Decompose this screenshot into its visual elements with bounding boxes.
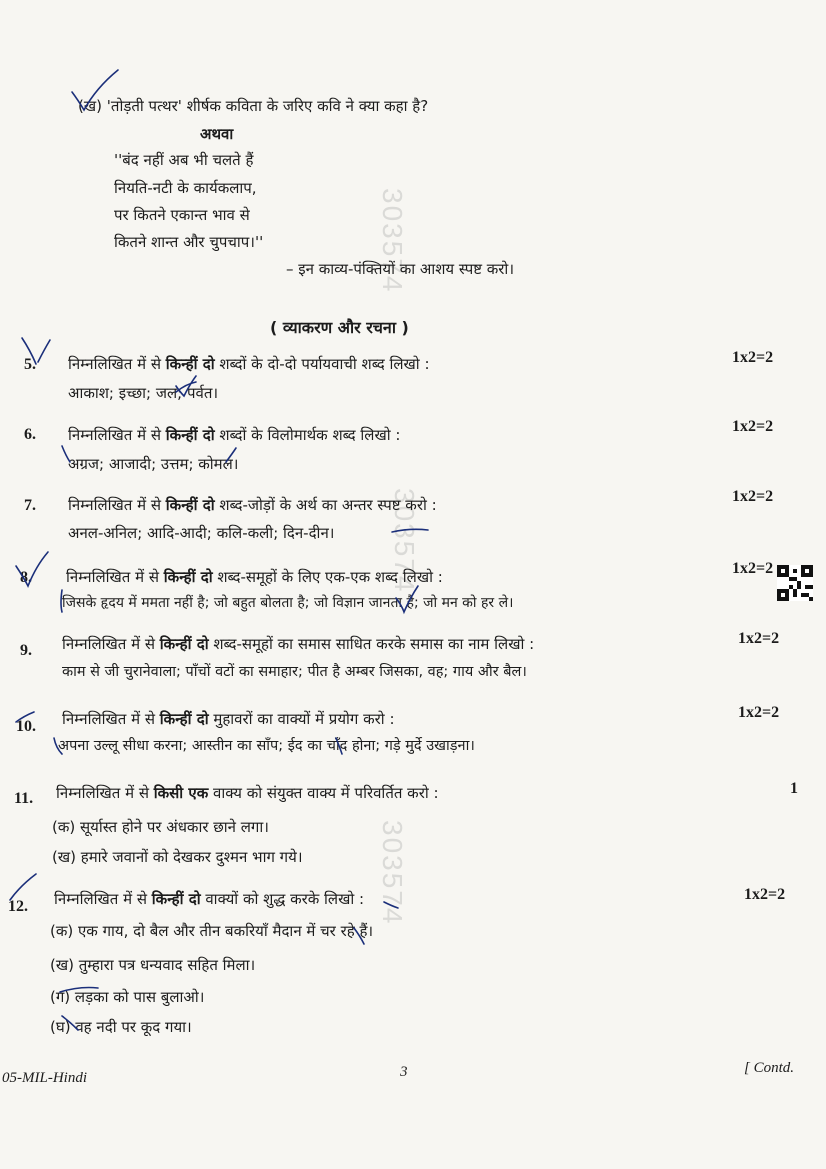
poem-line: पर कितने एकान्त भाव से — [114, 206, 250, 224]
tick-mark-icon — [38, 340, 50, 362]
sentence-item: (क) सूर्यास्त होने पर अंधकार छाने लगा। — [52, 818, 269, 836]
question-text: निम्नलिखित में से किन्हीं दो शब्दों के दो-दो पर्यायवाची शब्द लिखो : — [68, 355, 430, 373]
marks: 1x2=2 — [732, 560, 774, 577]
sentence-item: (ग) लड़का को पास बुलाओ। — [50, 988, 205, 1006]
question-text: निम्नलिखित में से किन्हीं दो वाक्यों को शुद्ध करके लिखो : — [54, 890, 365, 908]
question-number: 11. — [14, 790, 34, 807]
sentence-item: (घ) वह नदी पर कूद गया। — [50, 1018, 192, 1036]
question-4b — [78, 96, 428, 116]
question-number: 9. — [20, 642, 32, 659]
poem-line: ''बंद नहीं अब भी चलते हैं — [114, 151, 254, 169]
sentence-item: (ख) हमारे जवानों को देखकर दुश्मन भाग गये। — [52, 848, 303, 866]
question-words: अपना उल्लू सीधा करना; आस्तीन का साँप; ईद का चाँद होना; गड़े मुर्दे उखाड़ना। — [58, 738, 475, 754]
question-number: 7. — [24, 497, 36, 514]
question-text: निम्नलिखित में से किन्हीं दो शब्द-समूहों के लिए एक-एक शब्द लिखो : — [66, 568, 443, 586]
question-number: 10. — [16, 718, 36, 735]
question-number: 5. — [24, 356, 36, 373]
poem-line: नियति-नटी के कार्यकलाप, — [114, 179, 257, 197]
question-number: 6. — [24, 426, 36, 443]
watermark: 303574 — [377, 820, 408, 926]
continued-label: [ Contd. — [744, 1060, 795, 1076]
tick-mark-icon — [10, 874, 36, 900]
watermark: 303574 — [389, 488, 420, 594]
question-words: जिसके हृदय में ममता नहीं है; जो बहुत बोलता है; जो विज्ञान जानता है; जो मन को हर ले। — [62, 595, 514, 611]
question-number: 8. — [20, 569, 32, 586]
question-number: 12. — [8, 898, 28, 915]
question-text: निम्नलिखित में से किन्हीं दो शब्द-समूहों का समास साधित करके समास का नाम लिखो : — [62, 635, 535, 653]
poem-instruction: – इन काव्य-पंक्तियों का आशय स्पष्ट करो। — [286, 260, 515, 278]
question-words: अग्रज; आजादी; उत्तम; कोमल। — [68, 455, 239, 473]
question-words: अनल-अनिल; आदि-आदी; कलि-कली; दिन-दीन। — [68, 524, 335, 542]
marks: 1 — [790, 780, 798, 797]
question-text: 'तोड़ती पत्थर' शीर्षक कविता के जरिए कवि ने क्या कहा है? — [106, 97, 429, 115]
question-text: निम्नलिखित में से किन्हीं दो शब्दों के विलोमार्थक शब्द लिखो : — [68, 426, 401, 444]
question-text: निम्नलिखित में से किन्हीं दो मुहावरों का वाक्यों में प्रयोग करो : — [62, 710, 395, 728]
question-words: आकाश; इच्छा; जल; पर्वत। — [68, 384, 219, 402]
poem-line: कितने शान्त और चुपचाप।'' — [114, 233, 264, 251]
sentence-item: (क) एक गाय, दो बैल और तीन बकरियाँ मैदान में चर रहे हैं। — [50, 922, 374, 940]
section-heading: ( व्याकरण और रचना ) — [270, 318, 409, 337]
page-number: 3 — [400, 1064, 408, 1080]
marks: 1x2=2 — [732, 349, 774, 366]
marks: 1x2=2 — [732, 488, 774, 505]
question-text: निम्नलिखित में से किन्हीं दो शब्द-जोड़ों के अर्थ का अन्तर स्पष्ट करो : — [68, 496, 437, 514]
marks: 1x2=2 — [744, 886, 786, 903]
marks: 1x2=2 — [738, 704, 780, 721]
watermark: 303574 — [377, 188, 408, 294]
sentence-item: (ख) तुम्हारा पत्र धन्यवाद सहित मिला। — [50, 956, 256, 974]
paper-code: 05-MIL-Hindi — [2, 1070, 87, 1086]
marks: 1x2=2 — [738, 630, 780, 647]
qr-code-icon — [777, 565, 813, 601]
question-words: काम से जी चुरानेवाला; पाँचों वटों का समाहार; पीत है अम्बर जिसका, वह; गाय और बैल। — [62, 664, 527, 680]
or-label: अथवा — [200, 125, 234, 143]
question-label: (ख) — [78, 97, 102, 115]
question-text: निम्नलिखित में से किसी एक वाक्य को संयुक्त वाक्य में परिवर्तित करो : — [56, 784, 439, 802]
marks: 1x2=2 — [732, 418, 774, 435]
